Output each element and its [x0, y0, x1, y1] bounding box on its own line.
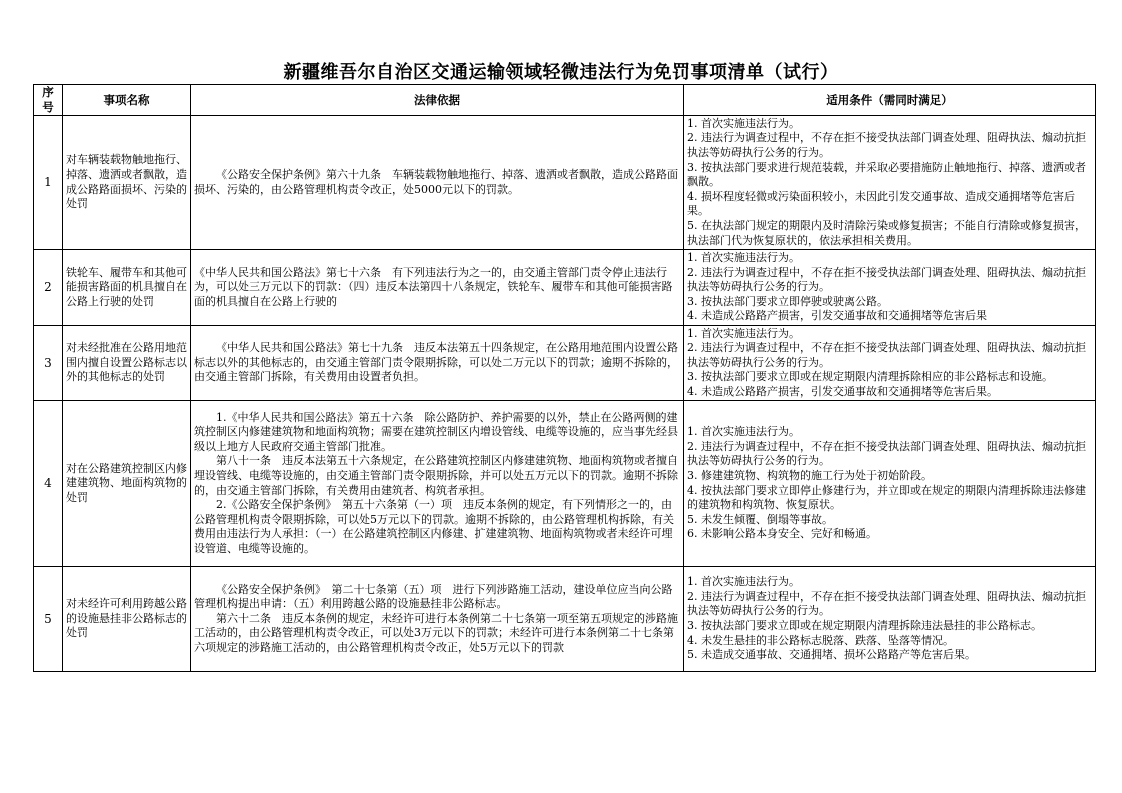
- conditions: [684, 250, 1096, 326]
- row-number: 5: [34, 567, 63, 672]
- condition-item: 1. 首次实施违法行为。: [687, 425, 800, 439]
- condition-item: 1. 首次实施违法行为。: [687, 116, 800, 130]
- basis-paragraph: 1.《中华人民共和国公路法》第五十六条 除公路防护、养护需要的以外，禁止在公路两侧的建筑控制区内修建建筑物和地面构筑物；需要在建筑控制区内增设管线、电缆等设施的，应当事先经县级以上地方人民政府交通主管部门批准。: [194, 410, 678, 453]
- header-name: 事项名称: [63, 85, 191, 116]
- condition-item: 2. 违法行为调查过程中，不存在拒不接受执法部门调查处理、阻碍执法、煽动抗拒执法等妨碍执行公务的行为。: [687, 439, 1086, 468]
- item-name: 对未经批准在公路用地范围内擅自设置公路标志以外的其他标志的处罚: [63, 326, 191, 401]
- row-number: 3: [34, 326, 63, 401]
- condition-item: 3. 按执法部门要求进行规范装载，并采取必要措施防止触地拖行、掉落、遗洒或者飘散。: [687, 160, 1086, 189]
- condition-item: 1. 首次实施违法行为。: [687, 575, 800, 589]
- condition-item: 3. 修建建筑物、构筑物的施工行为处于初始阶段。: [687, 468, 932, 482]
- item-name: 对车辆装载物触地拖行、掉落、遗洒或者飘散，造成公路路面损坏、污染的处罚: [63, 116, 191, 250]
- legal-basis: [191, 116, 684, 250]
- table-row: [34, 401, 1096, 567]
- condition-item: 4. 未造成公路路产损害，引发交通事故和交通拥堵等危害后果: [687, 309, 987, 323]
- conditions: [684, 567, 1096, 672]
- table-header-row: [34, 85, 1096, 116]
- condition-item: 2. 违法行为调查过程中，不存在拒不接受执法部门调查处理、阻碍执法、煽动抗拒执法等妨碍执行公务的行为。: [687, 589, 1086, 618]
- item-name: 对未经许可利用跨越公路的设施悬挂非公路标志的处罚: [63, 567, 191, 672]
- item-name: 对在公路建筑控制区内修建建筑物、地面构筑物的处罚: [63, 401, 191, 567]
- legal-basis: [191, 401, 684, 567]
- condition-item: 3. 按执法部门要求立即或在规定期限内清理拆除违法悬挂的非公路标志。: [687, 619, 1042, 632]
- basis-paragraph: 第六十二条 违反本条例的规定，未经许可进行本条例第二十七条第一项至第五项规定的涉路施工活动的，由公路管理机构责令改正，可以处3万元以下的罚款；未经许可进行本条例第二十七条第六项规定的涉路施工活动的，由公路管理机构责令改正，处5万元以下的罚款: [194, 611, 678, 654]
- exemption-list-table: [33, 84, 1096, 672]
- conditions: [684, 326, 1096, 401]
- condition-item: 1. 首次实施违法行为。: [687, 326, 800, 340]
- condition-item: 4. 未发生悬挂的非公路标志脱落、跌落、坠落等情况。: [687, 633, 954, 647]
- condition-item: 4. 按执法部门要求立即停止修建行为，并立即或在规定的期限内清理拆除违法修建的建筑物和构筑物、恢复原状。: [687, 483, 1086, 512]
- condition-item: 2. 违法行为调查过程中，不存在拒不接受执法部门调查处理、阻碍执法、煽动抗拒执法等妨碍执行公务的行为。: [687, 265, 1086, 294]
- condition-item: 5. 在执法部门规定的期限内及时清除污染或修复损害；不能自行清除或修复损害，执法部门代为恢复原状的，依法承担相关费用。: [687, 218, 1086, 247]
- condition-item: 3. 按执法部门要求立即停驶或驶离公路。: [687, 294, 888, 308]
- condition-item: 3. 按执法部门要求立即或在规定期限内清理拆除相应的非公路标志和设施。: [687, 370, 1053, 384]
- basis-paragraph: 《中华人民共和国公路法》第七十六条 有下列违法行为之一的，由交通主管部门责令停止违法行为，可以处三万元以下的罚款：（四）违反本法第四十八条规定，铁轮车、履带车和其他可能损害路面的机具擅自在公路上行驶的: [194, 265, 673, 308]
- header-no: 序号: [34, 85, 63, 116]
- row-number: 1: [34, 116, 63, 250]
- conditions: [684, 401, 1096, 567]
- row-number: 4: [34, 401, 63, 567]
- condition-item: 2. 违法行为调查过程中，不存在拒不接受执法部门调查处理、阻碍执法、煽动抗拒执法等妨碍执行公务的行为。: [687, 341, 1086, 369]
- condition-item: 5. 未发生倾覆、倒塌等事故。: [687, 512, 833, 526]
- document-title: 新疆维吾尔自治区交通运输领域轻微违法行为免罚事项清单（试行）: [283, 62, 839, 83]
- condition-item: 4. 损坏程度轻微或污染面积较小，未因此引发交通事故、造成交通拥堵等危害后果。: [687, 189, 1075, 218]
- legal-basis: [191, 326, 684, 401]
- item-name: 铁轮车、履带车和其他可能损害路面的机具擅自在公路上行驶的处罚: [63, 250, 191, 326]
- legal-basis: [191, 567, 684, 672]
- header-conditions: 适用条件（需同时满足）: [684, 85, 1096, 116]
- legal-basis: [191, 250, 684, 326]
- table-row: [34, 326, 1096, 401]
- condition-item: 6. 未影响公路本身安全、完好和畅通。: [687, 527, 877, 541]
- basis-paragraph: 《中华人民共和国公路法》第七十九条 违反本法第五十四条规定，在公路用地范围内设置公路标志以外的其他标志的，由交通主管部门责令限期拆除，可以处二万元以下的罚款；逾期不拆除的，由交通主管部门拆除，有关费用由设置者负担。: [194, 341, 678, 384]
- basis-paragraph: 《公路安全保护条例》第六十九条 车辆装载物触地拖行、掉落、遗洒或者飘散，造成公路路面损坏、污染的，由公路管理机构责令改正，处5000元以下的罚款。: [194, 167, 678, 196]
- conditions: [684, 116, 1096, 250]
- basis-paragraph: 《公路安全保护条例》 第二十七条第（五）项 进行下列涉路施工活动，建设单位应当向公路管理机构提出申请：（五）利用跨越公路的设施悬挂非公路标志。: [194, 582, 673, 611]
- table-row: [34, 116, 1096, 250]
- row-number: 2: [34, 250, 63, 326]
- condition-item: 5. 未造成交通事故、交通拥堵、损坏公路路产等危害后果。: [687, 648, 976, 662]
- condition-item: 2. 违法行为调查过程中，不存在拒不接受执法部门调查处理、阻碍执法、煽动抗拒执法等妨碍执行公务的行为。: [687, 131, 1086, 160]
- condition-item: 1. 首次实施违法行为。: [687, 251, 800, 265]
- condition-item: 4. 未造成公路路产损害，引发交通事故和交通拥堵等危害后果。: [687, 384, 998, 398]
- table-row: [34, 567, 1096, 672]
- basis-paragraph: 第八十一条 违反本法第五十六条规定，在公路建筑控制区内修建建筑物、地面构筑物或者擅自埋设管线、电缆等设施的，由交通主管部门责令限期拆除，并可以处五万元以下的罚款。逾期不拆除的，由交通主管部门拆除，有关费用由建筑者、构筑者承担。: [194, 454, 678, 497]
- header-basis: 法律依据: [191, 85, 684, 116]
- table-row: [34, 250, 1096, 326]
- basis-paragraph: 2.《公路安全保护条例》 第五十六条第（一）项 违反本条例的规定，有下列情形之一的，由公路管理机构责令限期拆除，可以处5万元以下的罚款。逾期不拆除的，由公路管理机构拆除，有关费用由违法行为人承担：（一）在公路建筑控制区内修建、扩建建筑物、地面构筑物或者未经许可埋设管道、电缆等设施的。: [194, 498, 674, 555]
